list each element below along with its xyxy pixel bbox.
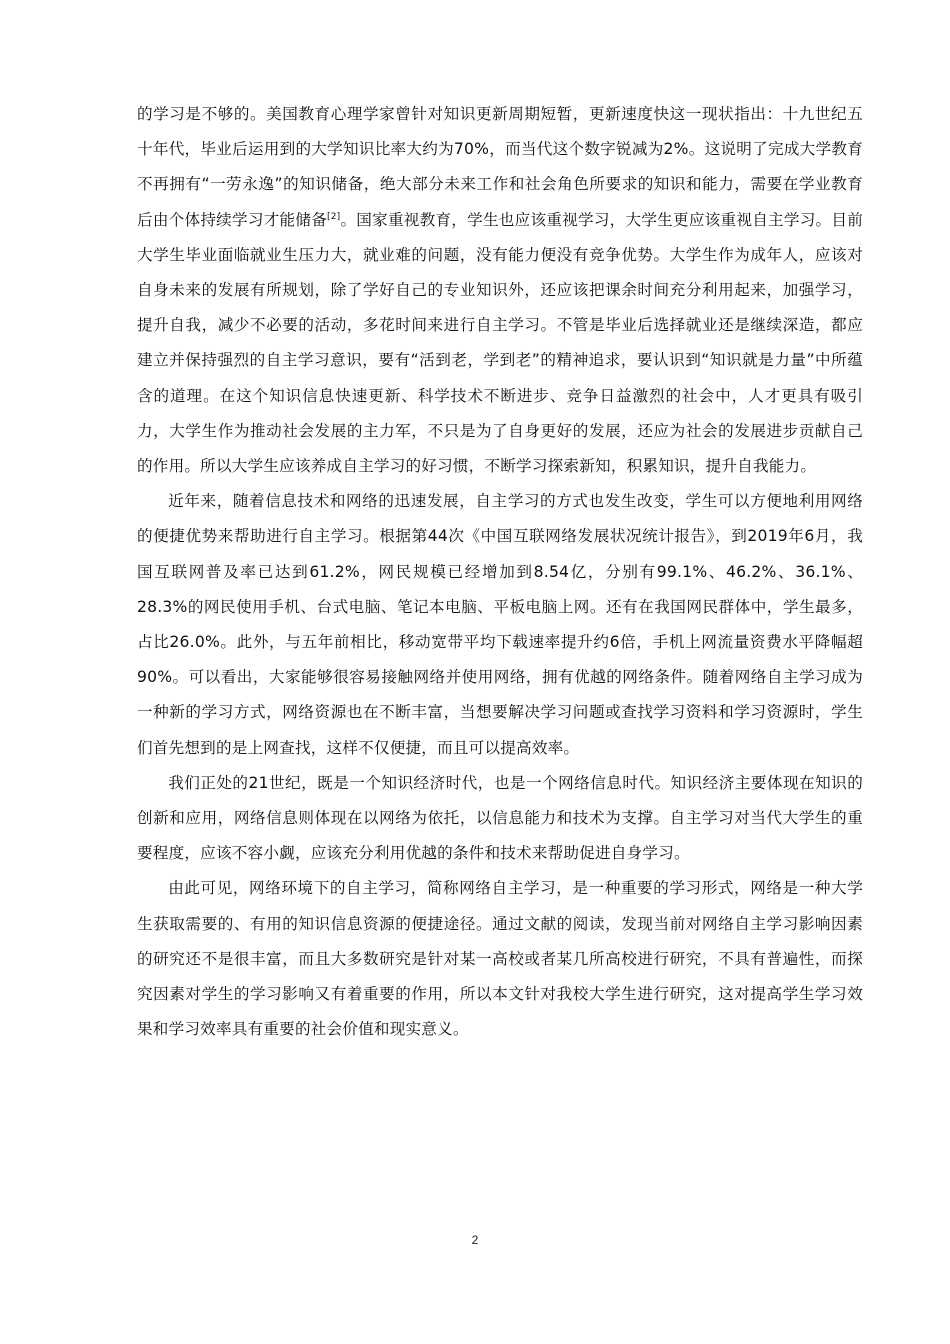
paragraph-3: 我们正处的21世纪，既是一个知识经济时代，也是一个网络信息时代。知识经济主要体现在知识的创新和应用，网络信息则体现在以网络为依托，以信息能力和技术为支撑。自主学习对当代大学生的重要程度，应该不容小觑，应该充分利用优越的条件和技术来帮助促进自身学习。: [137, 773, 863, 863]
citation-marker: [2]: [327, 211, 341, 222]
paragraph-1-text-continued: 。国家重视教育，学生也应该重视学习，大学生更应该重视自主学习。目前大学生毕业面临就业生压力大，就业难的问题，没有能力便没有竞争优势。大学生作为成年人，应该对自身未来的发展有所规划，除了学好自己的专业知识外，还应该把课余时间充分利用起来，加强学习，提升自我，减少不必要的活动，多花时间来进行自主学习。不管是毕业后选择就业还是继续深造，都应建立并保持强烈的自主学习意识，要有“活到老，学到老”的精神追求，要认识到“知识就是力量”中所蕴含的道理。在这个知识信息快速更新、科学技术不断进步、竞争日益激烈的社会中，人才更具有吸引力，大学生作为推动社会发展的主力军，不只是为了自身更好的发展，还应为社会的发展进步贡献自己的作用。所以大学生应该养成自主学习的好习惯，不断学习探索新知，积累知识，提升自我能力。: [137, 210, 863, 476]
page-number: 2: [471, 1233, 479, 1247]
paragraph-2: 近年来，随着信息技术和网络的迅速发展，自主学习的方式也发生改变，学生可以方便地利用网络的便捷优势来帮助进行自主学习。根据第44次《中国互联网络发展状况统计报告》，到2019年6月，我国互联网普及率已达到61.2%，网民规模已经增加到8.54亿，分别有99.1%、46.2%、36.1%、28.3%的网民使用手机、台式电脑、笔记本电脑、平板电脑上网。还有在我国网民群体中，学生最多，占比26.0%。此外，与五年前相比，移动宽带平均下载速率提升约6倍，手机上网流量资费水平降幅超90%。可以看出，大家能够很容易接触网络并使用网络，拥有优越的网络条件。随着网络自主学习成为一种新的学习方式，网络资源也在不断丰富，当想要解决学习问题或查找学习资料和学习资源时，学生们首先想到的是上网查找，这样不仅便捷，而且可以提高效率。: [137, 492, 863, 757]
paragraph-1: [137, 97, 863, 484]
paragraph-4: 由此可见，网络环境下的自主学习，简称网络自主学习，是一种重要的学习形式，网络是一种大学生获取需要的、有用的知识信息资源的便捷途径。通过文献的阅读，发现当前对网络自主学习影响因素的研究还不是很丰富，而且大多数研究是针对某一高校或者某几所高校进行研究，不具有普遍性，而探究因素对学生的学习影响又有着重要的作用，所以本文针对我校大学生进行研究，这对提高学生学习效果和学习效率具有重要的社会价值和现实意义。: [137, 879, 863, 1039]
body-text: [137, 97, 863, 1047]
paragraph-1-text: 的学习是不够的。美国教育心理学家曾针对知识更新周期短暂，更新速度快这一现状指出：十九世纪五十年代，毕业后运用到的大学知识比率大约为70%，而当代这个数字锐减为2%。这说明了完成大学教育不再拥有“一劳永逸”的知识储备，绝大部分未来工作和社会角色所要求的知识和能力，需要在学业教育后由个体持续学习才能储备: [137, 105, 863, 229]
